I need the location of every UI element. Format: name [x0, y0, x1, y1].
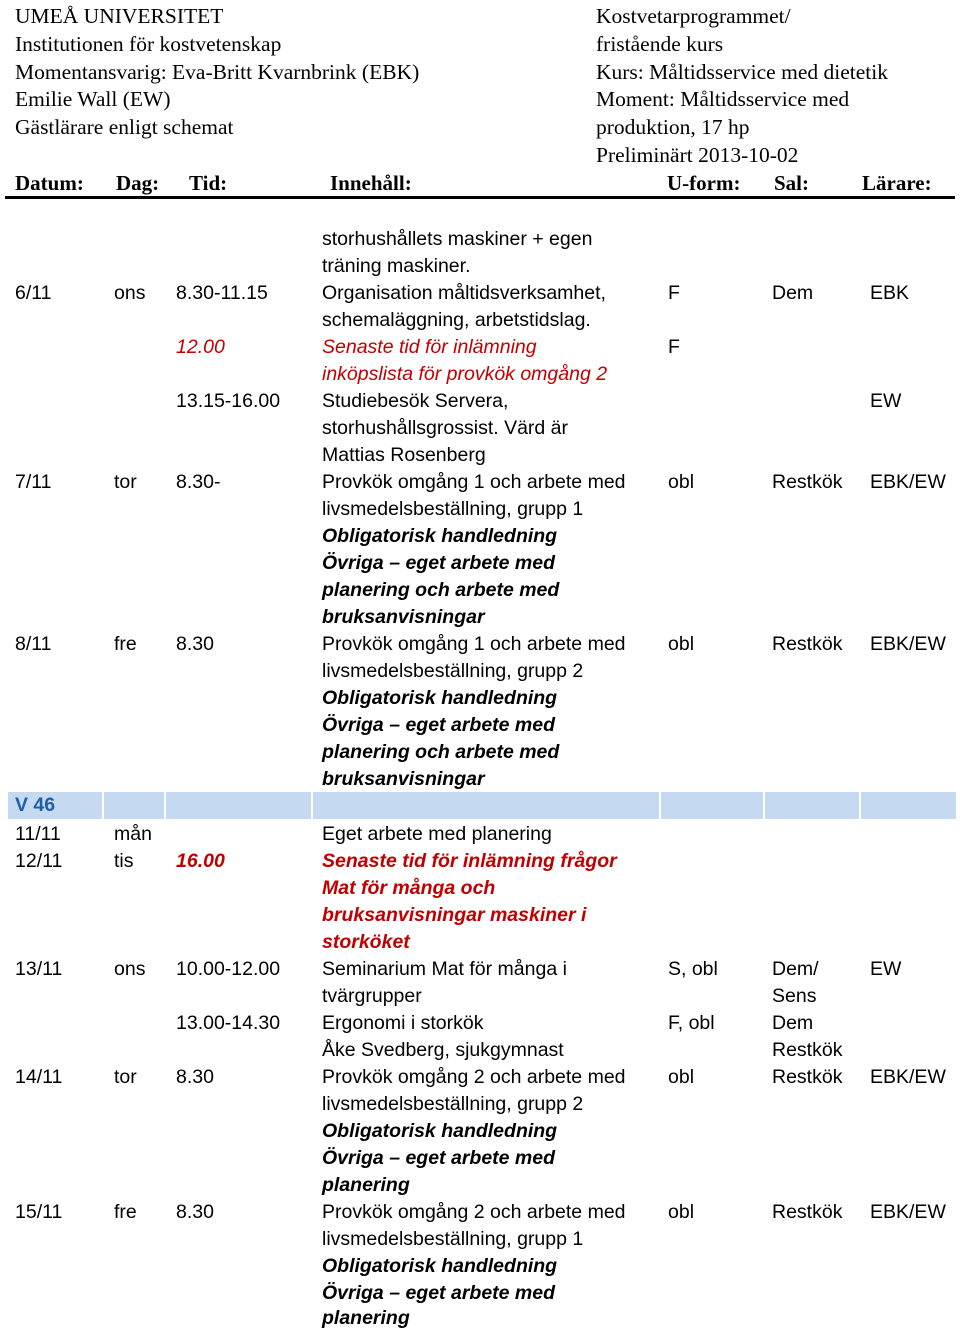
content-line: schemaläggning, arbetstidslag.	[322, 309, 591, 331]
uform-cell: F, obl	[668, 1012, 715, 1034]
date-cell: 12/11	[15, 850, 63, 872]
col-innehall: Innehåll:	[330, 171, 412, 195]
uform-cell: obl	[668, 1066, 695, 1088]
col-dag: Dag:	[116, 171, 160, 195]
content-line: Mat för många och	[322, 877, 496, 899]
content-line: Provkök omgång 2 och arbete med	[322, 1201, 626, 1223]
col-datum: Datum:	[15, 171, 84, 195]
room-cell: Sens	[772, 985, 817, 1007]
day-cell: tor	[114, 471, 137, 493]
content-line: tvärgrupper	[322, 985, 422, 1007]
day-cell: tor	[114, 1066, 137, 1088]
content-line: storhushållets maskiner + egen	[322, 228, 593, 250]
time-cell: 13.00-14.30	[176, 1012, 281, 1034]
week-seg	[861, 792, 956, 819]
content-line: inköpslista för provkök omgång 2	[322, 363, 608, 385]
room-cell: Dem/	[772, 958, 819, 980]
day-cell: fre	[114, 1201, 137, 1223]
module-credits: produktion, 17 hp	[596, 115, 750, 140]
header-right	[596, 3, 888, 170]
content-line: livsmedelsbeställning, grupp 2	[322, 660, 584, 682]
content-line: livsmedelsbeställning, grupp 1	[322, 1228, 584, 1250]
week-seg	[765, 792, 861, 819]
content-line: Eget arbete med planering	[322, 823, 552, 845]
content-line: Obligatorisk handledning	[322, 1255, 558, 1277]
programme: Kostvetarprogrammet/	[596, 4, 791, 28]
teacher-cell: EBK	[870, 282, 910, 304]
content-line: Senaste tid för inlämning frågor	[322, 850, 617, 872]
uform-cell: S, obl	[668, 958, 718, 980]
content-line: Obligatorisk handledning	[322, 1120, 558, 1142]
day-cell: fre	[114, 633, 137, 655]
date-cell: 14/11	[15, 1066, 63, 1088]
date-cell: 15/11	[15, 1201, 63, 1223]
content-line: Övriga – eget arbete med	[322, 552, 556, 574]
teacher-cell: EBK/EW	[870, 471, 946, 493]
col-larare: Lärare:	[862, 171, 932, 195]
time-cell: 16.00	[176, 850, 225, 872]
content-line: bruksanvisningar	[322, 606, 485, 628]
room-cell: Restkök	[772, 1066, 843, 1088]
time-cell: 8.30	[176, 1066, 214, 1088]
preliminary-date: Preliminärt 2013-10-02	[596, 142, 799, 167]
date-cell: 6/11	[15, 282, 52, 304]
content-line: planering	[322, 1174, 410, 1196]
day-cell: mån	[114, 823, 152, 845]
content-line: Mattias Rosenberg	[322, 444, 486, 466]
room-cell: Restkök	[772, 1201, 843, 1223]
uform-cell: obl	[668, 633, 695, 655]
content-line: Övriga – eget arbete med	[322, 714, 556, 736]
content-line: Obligatorisk handledning	[322, 525, 558, 547]
content-line: Provkök omgång 1 och arbete med	[322, 471, 626, 493]
date-cell: 11/11	[15, 823, 61, 845]
content-line: bruksanvisningar	[322, 768, 485, 790]
time-cell: 13.15-16.00	[176, 390, 281, 412]
date-cell: 8/11	[15, 633, 52, 655]
content-line: Provkök omgång 1 och arbete med	[322, 633, 626, 655]
content-line: Senaste tid för inlämning	[322, 336, 537, 358]
col-tid: Tid:	[189, 171, 228, 195]
teacher: Emilie Wall (EW)	[15, 87, 171, 112]
course-responsible: Momentansvarig: Eva-Britt Kvarnbrink (EBK)	[15, 59, 420, 84]
header-left	[15, 3, 419, 142]
day-cell: ons	[114, 282, 146, 304]
uform-cell: F	[668, 282, 680, 304]
module-name: Moment: Måltidsservice med	[596, 87, 850, 112]
institution: Institutionen för kostvetenskap	[15, 31, 282, 56]
teacher-cell: EBK/EW	[870, 1201, 946, 1223]
col-uform: U-form:	[667, 171, 741, 195]
date-cell: 7/11	[15, 471, 52, 493]
content-line: storköket	[322, 931, 410, 953]
content-line: Ergonomi i storkök	[322, 1012, 484, 1034]
content-line: Seminarium Mat för många i	[322, 958, 567, 980]
room-cell: Restkök	[772, 471, 843, 493]
teacher-cell: EW	[870, 390, 902, 412]
content-line: livsmedelsbeställning, grupp 1	[322, 498, 584, 520]
week-row	[8, 792, 956, 819]
header-rule	[5, 196, 955, 199]
date-cell: 13/11	[15, 958, 63, 980]
uform-cell: obl	[668, 1201, 695, 1223]
time-cell: 8.30-11.15	[176, 282, 268, 304]
week-seg	[661, 792, 765, 819]
teacher-cell: EW	[870, 958, 902, 980]
content-line: träning maskiner.	[322, 255, 471, 277]
content-line: livsmedelsbeställning, grupp 2	[322, 1093, 584, 1115]
university-name: UMEÅ UNIVERSITET	[15, 4, 224, 28]
content-line: bruksanvisningar maskiner i	[322, 904, 587, 926]
teacher-cell: EBK/EW	[870, 1066, 946, 1088]
teacher-cell: EBK/EW	[870, 633, 946, 655]
uform-cell: F	[668, 336, 680, 358]
week-seg	[313, 792, 661, 819]
content-line: Organisation måltidsverksamhet,	[322, 282, 606, 304]
week-label: V 46	[15, 794, 56, 816]
room-cell: Dem	[772, 1012, 814, 1034]
room-cell: Restkök	[772, 1039, 843, 1061]
content-line: Övriga – eget arbete med	[322, 1147, 556, 1169]
room-cell: Dem	[772, 282, 814, 304]
content-line: planering och arbete med	[322, 579, 560, 601]
programme-type: fristående kurs	[596, 31, 724, 56]
content-line: planering och arbete med	[322, 741, 560, 763]
guest-teachers: Gästlärare enligt schemat	[15, 115, 234, 140]
week-seg	[166, 792, 313, 819]
day-cell: tis	[114, 850, 134, 872]
content-line: Åke Svedberg, sjukgymnast	[322, 1039, 564, 1061]
week-seg	[104, 792, 166, 819]
content-line: Provkök omgång 2 och arbete med	[322, 1066, 626, 1088]
time-cell: 8.30	[176, 1201, 214, 1223]
course-name: Kurs: Måltidsservice med dietetik	[596, 59, 888, 84]
col-sal: Sal:	[774, 171, 810, 195]
uform-cell: obl	[668, 471, 695, 493]
time-cell: 8.30-	[176, 471, 221, 493]
time-cell: 8.30	[176, 633, 214, 655]
content-line: Studiebesök Servera,	[322, 390, 509, 412]
content-line: Övriga – eget arbete med	[322, 1282, 556, 1304]
time-cell: 10.00-12.00	[176, 958, 281, 980]
content-line: Obligatorisk handledning	[322, 687, 558, 709]
content-line: planering	[322, 1307, 410, 1329]
room-cell: Restkök	[772, 633, 843, 655]
day-cell: ons	[114, 958, 146, 980]
time-cell: 12.00	[176, 336, 225, 358]
content-line: storhushållsgrossist. Värd är	[322, 417, 569, 439]
